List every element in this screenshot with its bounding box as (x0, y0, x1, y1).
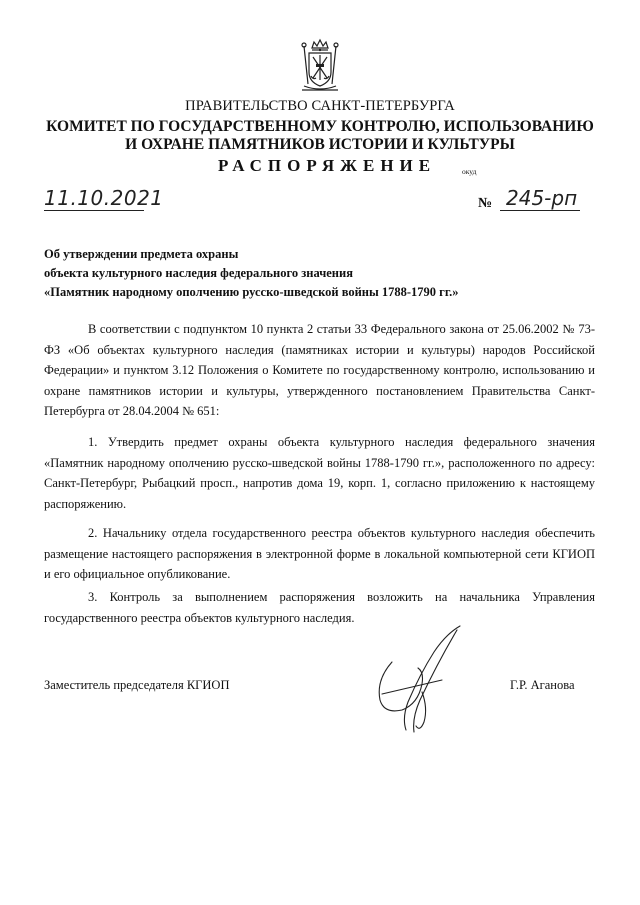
number-label: № (478, 196, 493, 211)
document-type: РАСПОРЯЖЕНИЕ (218, 156, 437, 175)
document-date: 11.10.2021 (44, 186, 164, 210)
document-number: 245-рп (500, 186, 580, 211)
subject-line1: Об утверждении предмета охраны (44, 247, 239, 261)
okud-label: окуд (462, 167, 477, 176)
subject-line3: «Памятник народному ополчению русско-шведской войны 1788-1790 гг.» (44, 285, 459, 299)
committee-name-line2: И ОХРАНЕ ПАМЯТНИКОВ ИСТОРИИ И КУЛЬТУРЫ (125, 136, 515, 153)
coat-of-arms-icon (298, 38, 342, 94)
subject-line2: объекта культурного наследия федерального значения (44, 266, 353, 280)
government-name: ПРАВИТЕЛЬСТВО САНКТ-ПЕТЕРБУРГА (185, 98, 455, 114)
signatory-title: Заместитель председателя КГИОП (44, 678, 230, 692)
signatory-name: Г.Р. Аганова (510, 678, 575, 692)
handwritten-signature (362, 622, 472, 737)
clause-2-paragraph: 2. Начальнику отдела государственного реестра объектов культурного наследия обеспечить размещение настоящего распоряжения в электронной форме в локальной компьютерной сети КГИОП и его официальное опубликование. (44, 526, 595, 582)
preamble-paragraph: В соответствии с подпунктом 10 пункта 2 статьи 33 Федерального закона от 25.06.2002 № 73-ФЗ «Об объектах культурного наследия (памятниках истории и культуры) народов Российской Федерации» и пунктом 3.12 Положения о Комитете по государственному контролю, использованию и охране памятников истории и культуры, утвержденного постановлением Правительства Санкт-Петербурга от 28.04.2004 № 651: (44, 322, 595, 419)
committee-name-line1: КОМИТЕТ ПО ГОСУДАРСТВЕННОМУ КОНТРОЛЮ, ИСПОЛЬЗОВАНИЮ (46, 118, 594, 135)
clause-1-paragraph: 1. Утвердить предмет охраны объекта культурного наследия федерального значения «Памятник народному ополчению русско-шведской войны 1788-1790 гг.», расположенного по адресу: Санкт-Петербург, Рыбацкий просп., напротив дома 19, корп. 1, согласно приложению к настоящему распоряжению. (44, 435, 595, 511)
clause-3-paragraph: 3. Контроль за выполнением распоряжения возложить на начальника Управления государственного реестра объектов культурного наследия. (44, 590, 595, 625)
